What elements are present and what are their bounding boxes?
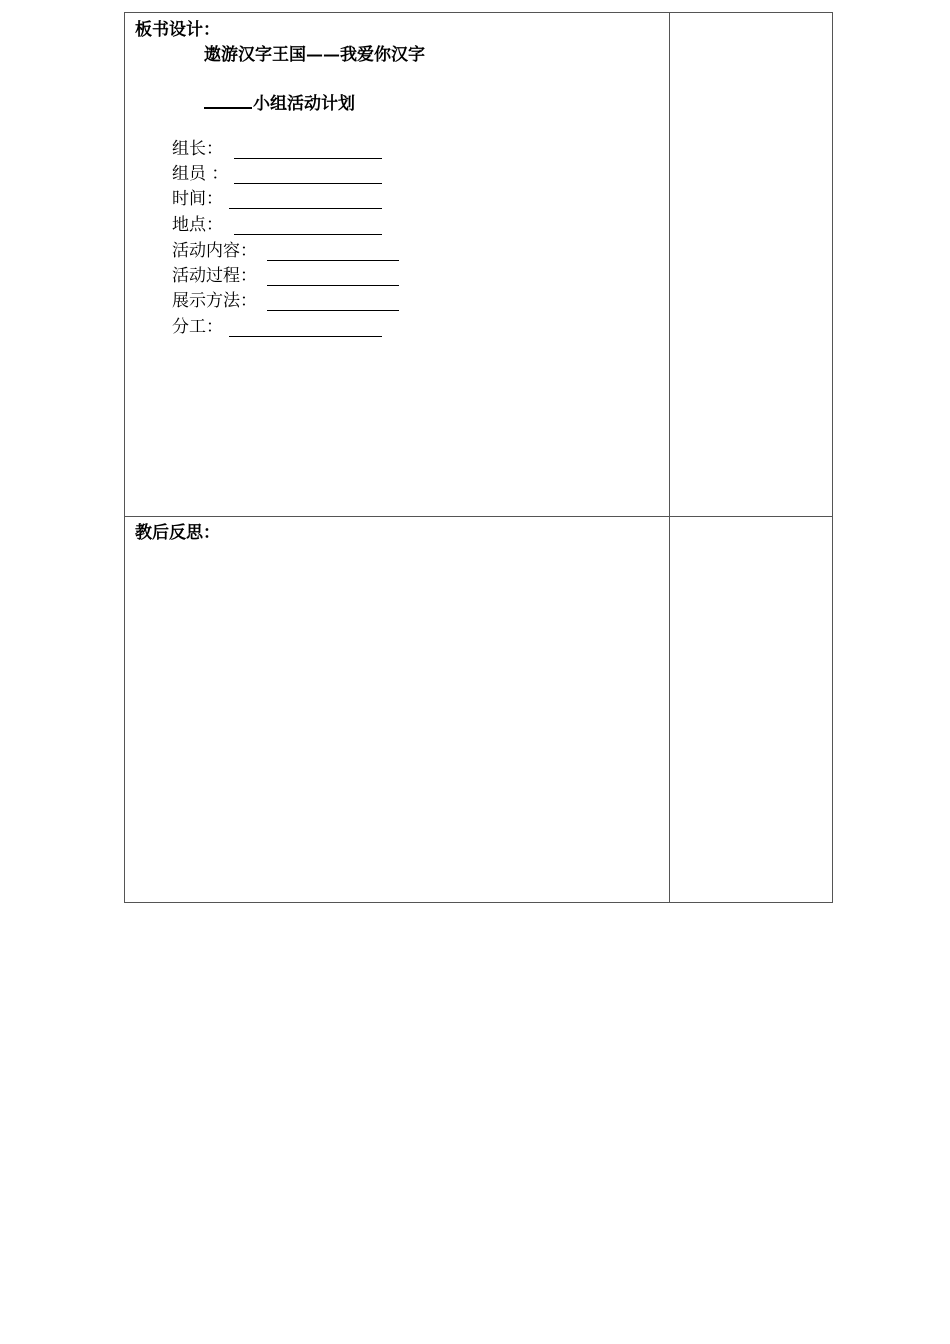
field-content [172, 240, 257, 262]
field-label: 组员 ： [172, 164, 229, 184]
fill-in-line [229, 208, 382, 209]
lesson-plan-table [124, 12, 833, 903]
fill-in-line [234, 183, 382, 184]
reflection-label: 教后反思： [135, 523, 220, 543]
field-label: 分工： [172, 317, 223, 337]
field-label: 组长： [172, 139, 223, 159]
field-label: 活动内容： [172, 241, 257, 261]
field-label: 活动过程： [172, 266, 257, 286]
fill-in-line [229, 336, 382, 337]
fill-in-line [234, 158, 382, 159]
field-label: 展示方法： [172, 291, 257, 311]
field-leader [172, 138, 223, 160]
column-divider [669, 13, 670, 902]
field-label: 地点： [172, 215, 223, 235]
group-plan-heading [204, 91, 355, 115]
field-members [172, 163, 228, 185]
group-plan-title: 小组活动计划 [253, 94, 355, 114]
field-location [172, 214, 223, 236]
field-division [172, 316, 223, 338]
field-time [172, 188, 223, 210]
fill-in-line [267, 285, 399, 286]
field-process [172, 265, 257, 287]
board-design-label: 板书设计： [135, 20, 220, 40]
fill-in-line [234, 234, 382, 235]
row-divider [125, 516, 832, 517]
fill-in-line [267, 310, 399, 311]
fill-in-line [267, 260, 399, 261]
field-display-method [172, 290, 257, 312]
group-name-blank [204, 91, 252, 109]
field-label: 时间： [172, 189, 223, 209]
lesson-title: 遨游汉字王国——我爱你汉字 [204, 45, 425, 65]
